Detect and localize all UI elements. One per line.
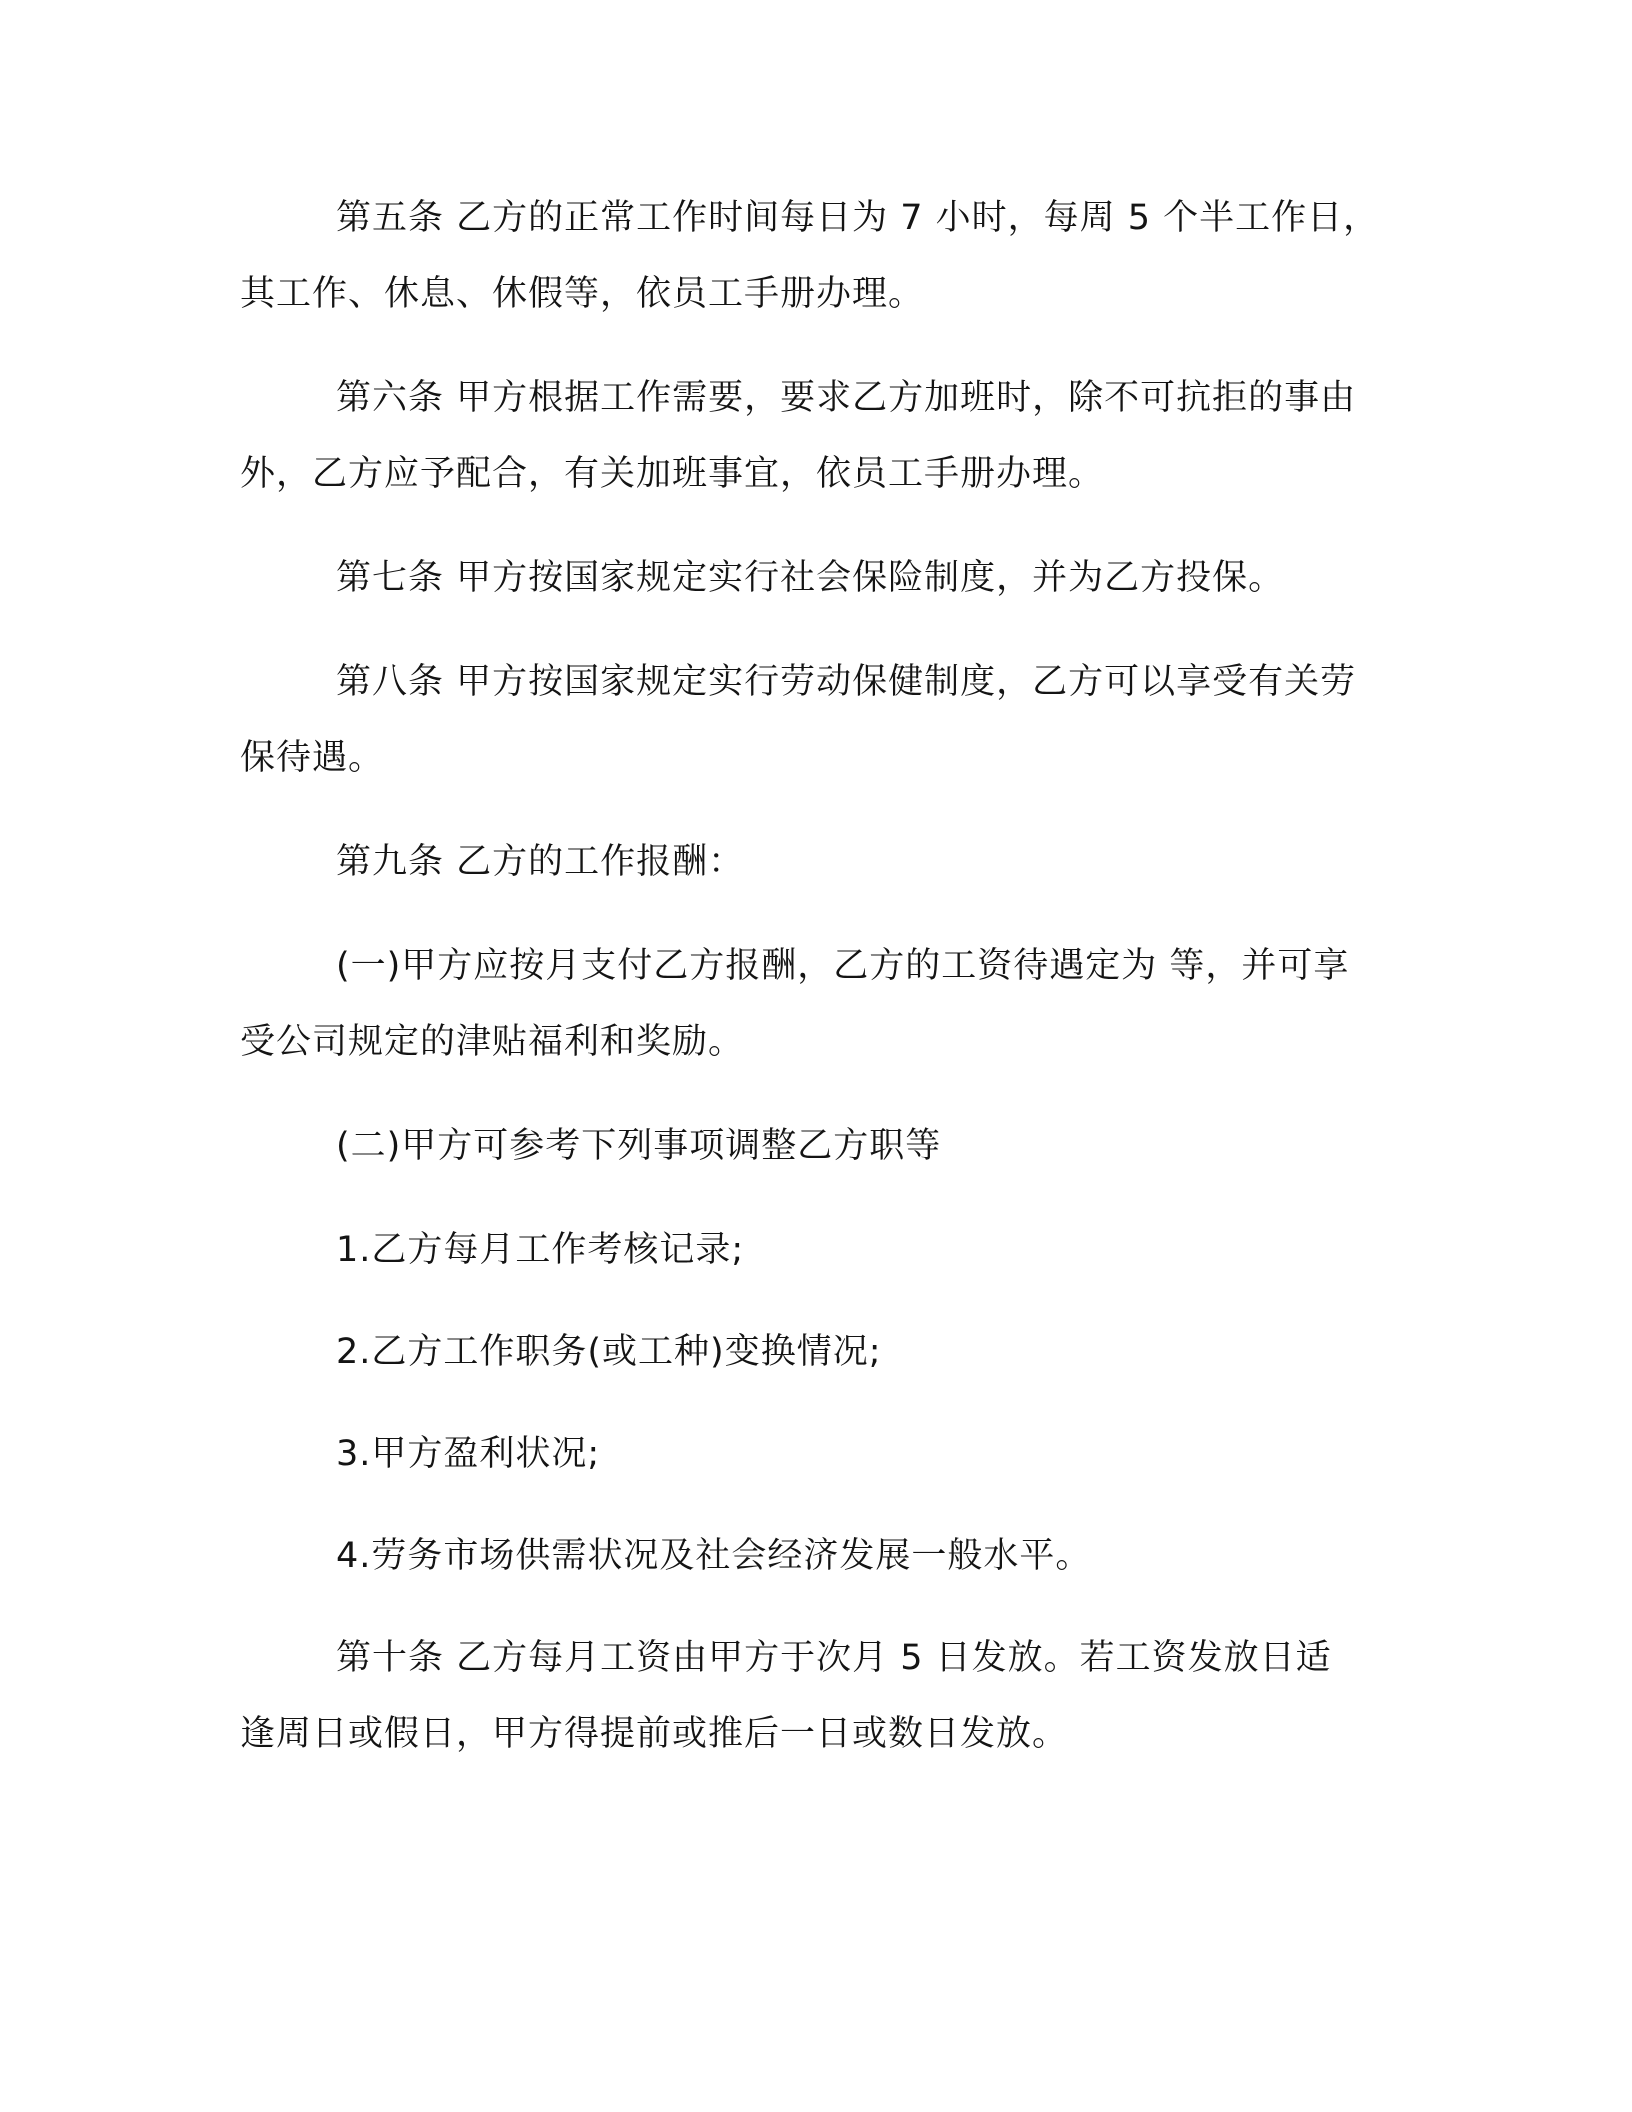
article-10-line-1: 第十条 乙方每月工资由甲方于次月 5 日发放。若工资发放日适 xyxy=(336,1638,1332,1678)
article-8-line-2: 保待遇。 xyxy=(240,738,385,778)
list-item-2: 2.乙方工作职务(或工种)变换情况; xyxy=(336,1332,882,1372)
article-6-line-2: 外，乙方应予配合，有关加班事宜，依员工手册办理。 xyxy=(240,454,1105,494)
list-item-1: 1.乙方每月工作考核记录; xyxy=(336,1230,745,1270)
article-6-line-1: 第六条 甲方根据工作需要，要求乙方加班时，除不可抗拒的事由 xyxy=(336,378,1357,418)
article-5-line-2: 其工作、休息、休假等，依员工手册办理。 xyxy=(240,274,925,314)
article-9-item-2: (二)甲方可参考下列事项调整乙方职等 xyxy=(336,1126,942,1166)
article-5-line-1: 第五条 乙方的正常工作时间每日为 7 小时，每周 5 个半工作日， xyxy=(336,198,1380,238)
list-item-4: 4.劳务市场供需状况及社会经济发展一般水平。 xyxy=(336,1536,1092,1576)
document-page xyxy=(240,0,1400,2112)
list-item-3: 3.甲方盈利状况; xyxy=(336,1434,601,1474)
article-9-item-1-line-2: 受公司规定的津贴福利和奖励。 xyxy=(240,1022,745,1062)
article-9-item-1-line-1: (一)甲方应按月支付乙方报酬，乙方的工资待遇定为 等，并可享 xyxy=(336,946,1350,986)
article-9-heading: 第九条 乙方的工作报酬： xyxy=(336,842,745,882)
article-8-line-1: 第八条 甲方按国家规定实行劳动保健制度，乙方可以享受有关劳 xyxy=(336,662,1357,702)
article-7-line-1: 第七条 甲方按国家规定实行社会保险制度，并为乙方投保。 xyxy=(336,558,1285,598)
article-10-line-2: 逢周日或假日，甲方得提前或推后一日或数日发放。 xyxy=(240,1714,1069,1754)
